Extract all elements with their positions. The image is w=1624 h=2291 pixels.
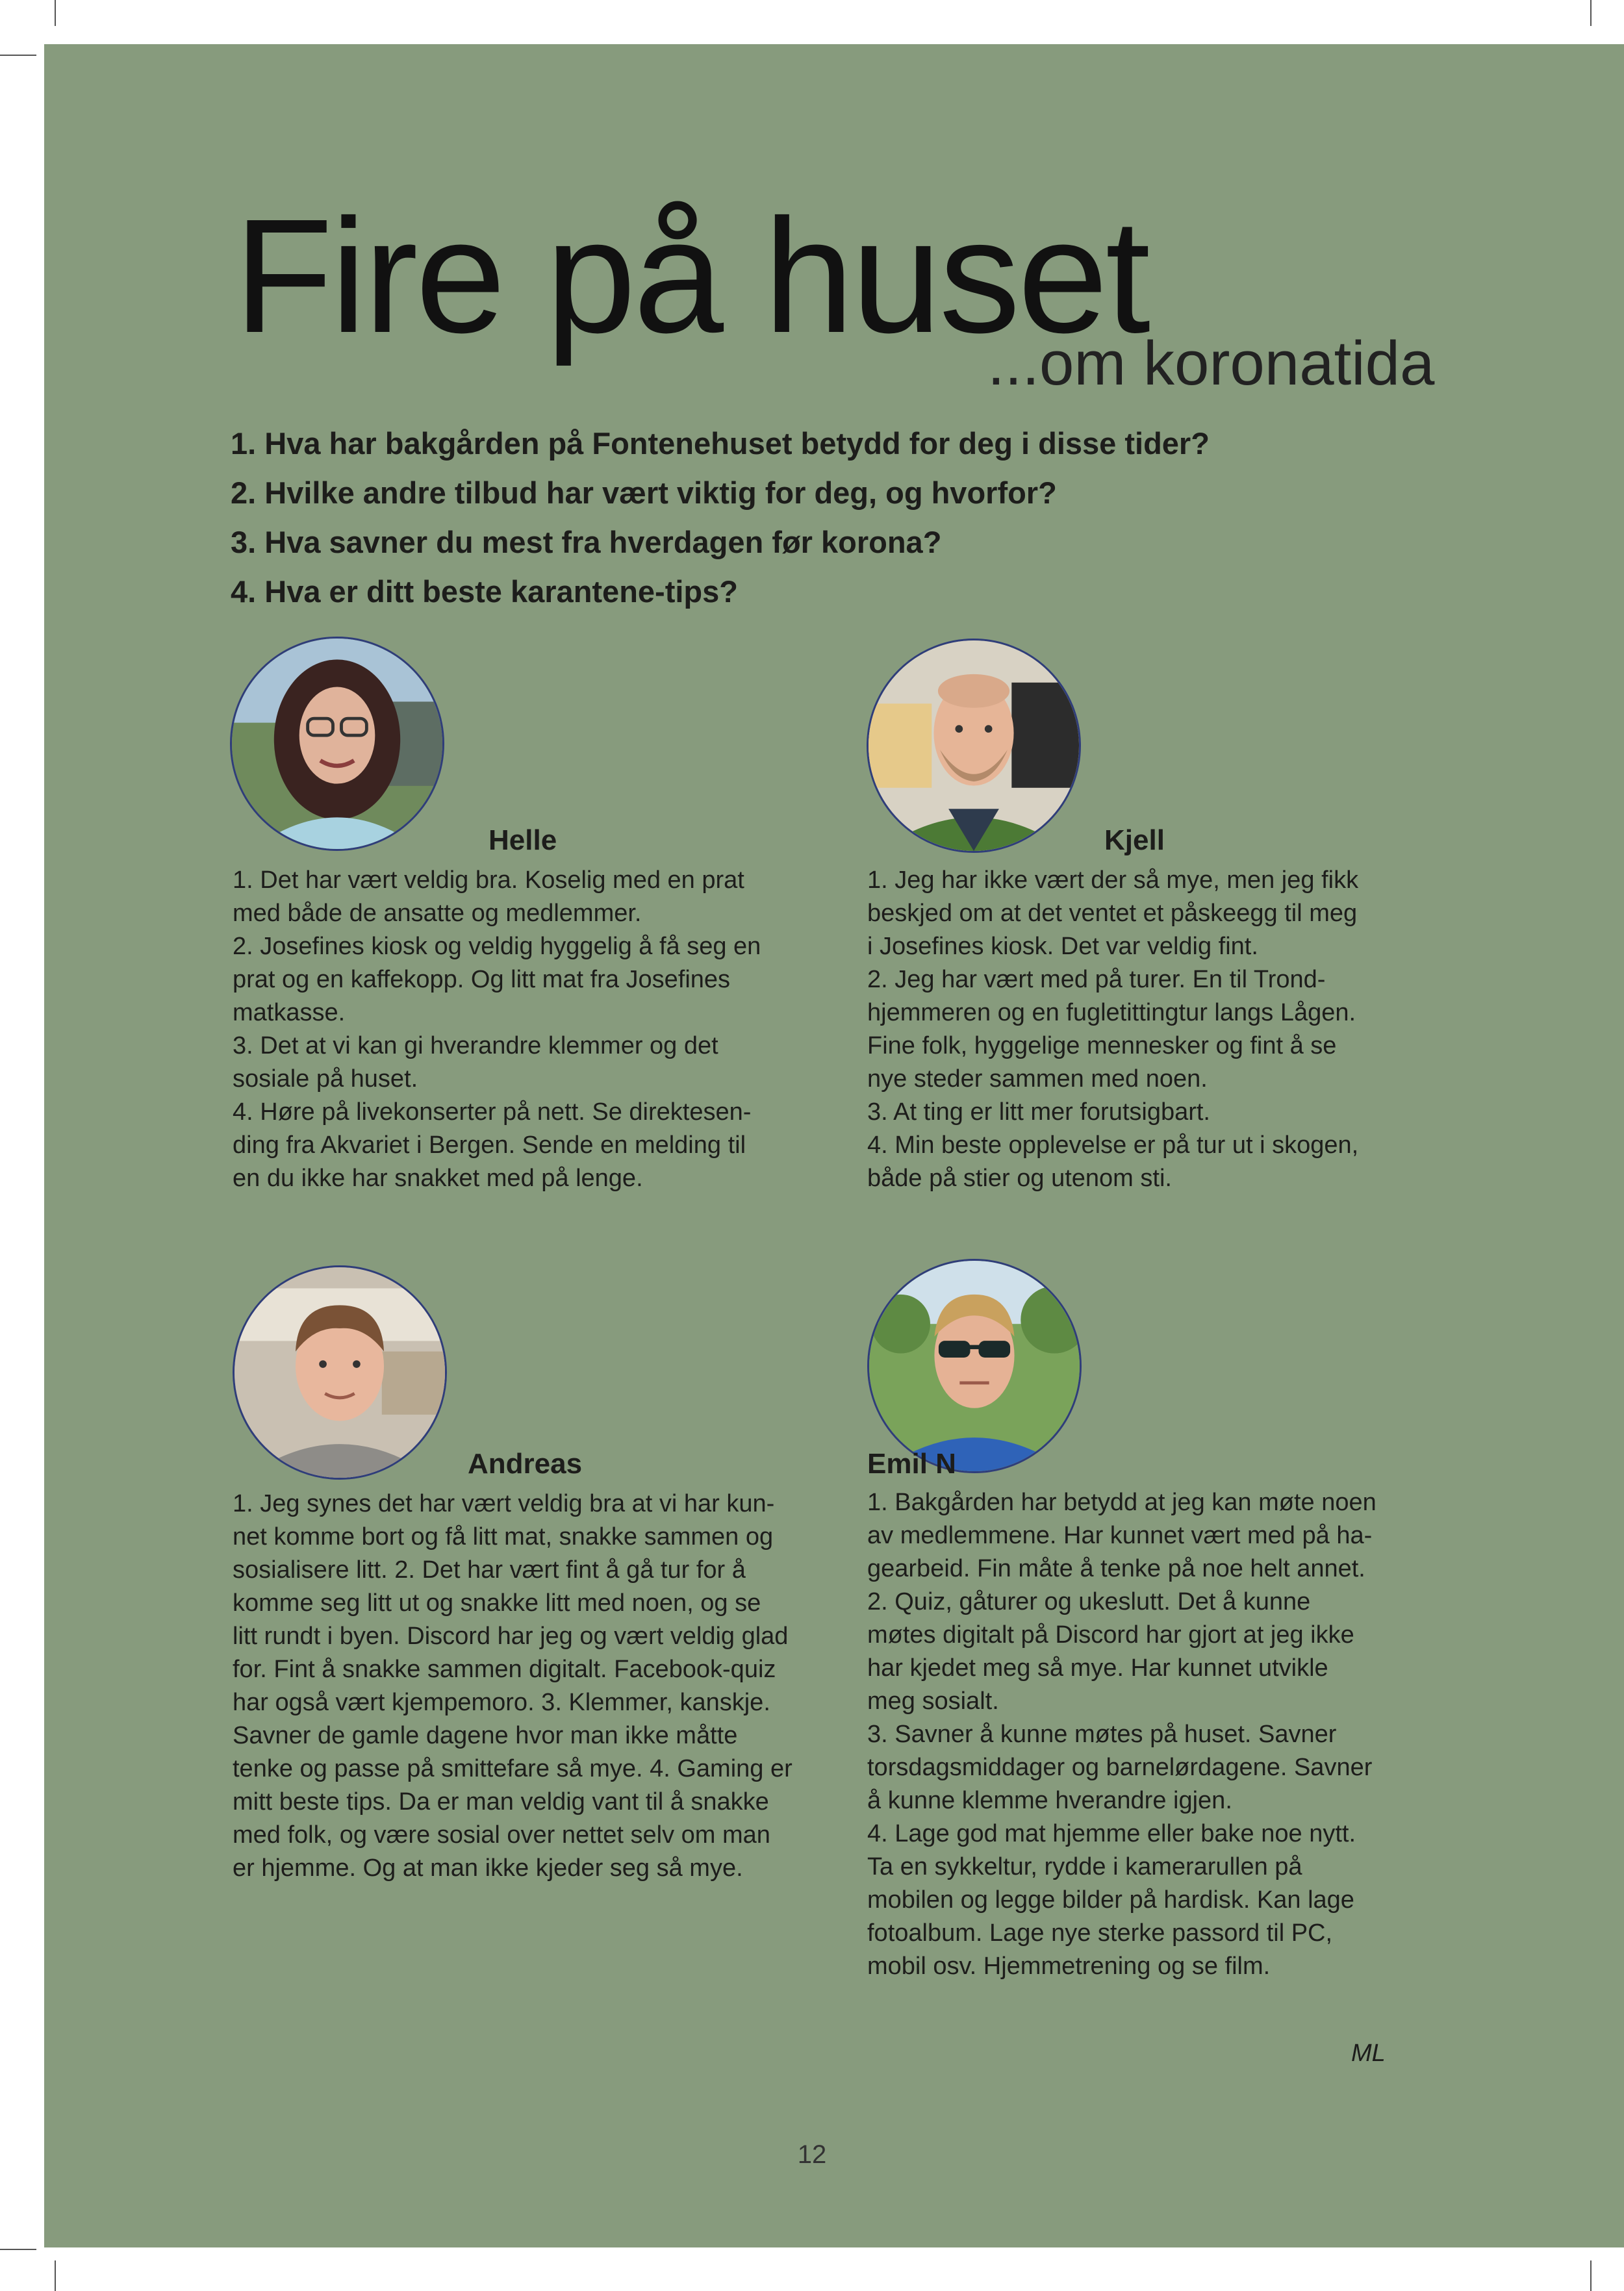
helle-photo <box>230 637 444 851</box>
answer-line: i Josefines kiosk. Det var veldig fint. <box>867 933 1258 960</box>
answer-line: beskjed om at det ventet et påskeegg til meg <box>867 900 1358 927</box>
answer-line: av medlemmene. Har kunnet vært med på ha- <box>867 1522 1373 1549</box>
page-number: 12 <box>797 2140 827 2169</box>
crop-mark <box>55 2260 56 2291</box>
answer-line: tenke og passe på smittefare så mye. 4. Gaming er <box>233 1755 793 1782</box>
answer-line: mobil osv. Hjemmetrening og se film. <box>867 1953 1271 1980</box>
question-item: 1. Hva har bakgården på Fontenehuset betydd for deg i disse tider? <box>231 426 1210 461</box>
page-subtitle: ...om koronatida <box>987 329 1435 398</box>
person-name-emil: Emil N <box>867 1448 956 1480</box>
answer-line: litt rundt i byen. Discord har jeg og vært veldig glad <box>233 1623 789 1650</box>
answer-line: mobilen og legge bilder på hardisk. Kan lage <box>867 1886 1354 1914</box>
answer-line: 4. Min beste opplevelse er på tur ut i skogen, <box>867 1132 1359 1159</box>
answer-line: sosiale på huset. <box>233 1065 418 1093</box>
answer-line: 1. Jeg har ikke vært der så mye, men jeg fikk <box>867 867 1359 894</box>
kjell-photo <box>867 639 1081 853</box>
answer-text-emil <box>867 1486 1439 1983</box>
question-item: 3. Hva savner du mest fra hverdagen før korona? <box>231 525 942 559</box>
answer-line: har kjedet meg så mye. Har kunnet utvikle <box>867 1654 1328 1682</box>
answer-line: møtes digitalt på Discord har gjort at jeg ikke <box>867 1621 1354 1649</box>
question-item: 4. Hva er ditt beste karantene-tips? <box>231 574 738 609</box>
answer-line: prat og en kaffekopp. Og litt mat fra Josefines <box>233 966 731 993</box>
answer-line: er hjemme. Og at man ikke kjeder seg så mye. <box>233 1854 743 1882</box>
answer-line: nye steder sammen med noen. <box>867 1065 1208 1093</box>
answer-line: fotoalbum. Lage nye sterke passord til PC, <box>867 1919 1333 1947</box>
answer-line: for. Fint å snakke sammen digitalt. Facebook-quiz <box>233 1656 776 1683</box>
crop-mark <box>0 55 36 56</box>
answer-line: hjemmeren og en fugletittingtur langs Lågen. <box>867 999 1356 1026</box>
man-sunglasses-portrait-icon <box>869 1261 1080 1471</box>
answer-line: 2. Jeg har vært med på turer. En til Trond- <box>867 966 1326 993</box>
crop-mark <box>1590 0 1592 26</box>
answer-line: 4. Høre på livekonserter på nett. Se direktesen- <box>233 1098 752 1126</box>
young-man-portrait-icon <box>235 1267 445 1478</box>
person-name-kjell: Kjell <box>1104 824 1165 856</box>
answer-line: net komme bort og få litt mat, snakke sammen og <box>233 1523 774 1551</box>
andreas-photo <box>233 1265 447 1480</box>
answer-line: meg sosialt. <box>867 1688 999 1715</box>
answer-line: 1. Bakgården har betydd at jeg kan møte noen <box>867 1489 1377 1516</box>
answer-text-helle <box>233 864 804 1195</box>
answer-line: både på stier og utenom sti. <box>867 1165 1172 1192</box>
answer-line: 2. Josefines kiosk og veldig hyggelig å få seg en <box>233 933 761 960</box>
woman-portrait-icon <box>232 639 442 849</box>
author-signature: ML <box>1351 2040 1386 2067</box>
page-title: Fire på huset <box>234 185 1148 366</box>
answer-line: ding fra Akvariet i Bergen. Sende en melding til <box>233 1132 746 1159</box>
answer-line: har også vært kjempemoro. 3. Klemmer, kanskje. <box>233 1689 770 1716</box>
answer-line: en du ikke har snakket med på lenge. <box>233 1165 643 1192</box>
person-name-andreas: Andreas <box>468 1448 583 1480</box>
answer-line: Ta en sykkeltur, rydde i kamerarullen på <box>867 1853 1302 1880</box>
answer-line: gearbeid. Fin måte å tenke på noe helt annet. <box>867 1555 1365 1582</box>
answer-line: Fine folk, hyggelige mennesker og fint å se <box>867 1032 1337 1059</box>
bearded-man-portrait-icon <box>869 640 1079 851</box>
answer-line: sosialisere litt. 2. Det har vært fint å gå tur for å <box>233 1556 746 1584</box>
question-list <box>231 419 1210 616</box>
emil-photo <box>867 1259 1082 1473</box>
answer-line: å kunne klemme hverandre igjen. <box>867 1787 1232 1814</box>
answer-line: 3. Det at vi kan gi hverandre klemmer og det <box>233 1032 718 1059</box>
answer-line: 3. Savner å kunne møtes på huset. Savner <box>867 1721 1337 1748</box>
person-name-helle: Helle <box>488 824 557 856</box>
answer-line: matkasse. <box>233 999 346 1026</box>
answer-line: 1. Det har vært veldig bra. Koselig med en prat <box>233 867 744 894</box>
answer-line: 2. Quiz, gåturer og ukeslutt. Det å kunne <box>867 1588 1311 1615</box>
crop-mark <box>55 0 56 26</box>
answer-line: med folk, og være sosial over nettet selv om man <box>233 1821 770 1849</box>
answer-line: 3. At ting er litt mer forutsigbart. <box>867 1098 1210 1126</box>
answer-line: med både de ansatte og medlemmer. <box>233 900 642 927</box>
answer-line: torsdagsmiddager og barnelørdagene. Savner <box>867 1754 1373 1781</box>
answer-line: mitt beste tips. Da er man veldig vant til å snakke <box>233 1788 769 1816</box>
answer-line: komme seg litt ut og snakke litt med noen, og se <box>233 1589 761 1617</box>
crop-mark <box>1590 2260 1592 2291</box>
question-item: 2. Hvilke andre tilbud har vært viktig for deg, og hvorfor? <box>231 475 1057 510</box>
answer-line: Savner de gamle dagene hvor man ikke måtte <box>233 1722 738 1749</box>
answer-line: 4. Lage god mat hjemme eller bake noe nytt. <box>867 1820 1356 1847</box>
crop-mark <box>0 2249 36 2250</box>
answer-text-andreas <box>233 1487 824 1885</box>
answer-line: 1. Jeg synes det har vært veldig bra at vi har kun- <box>233 1490 775 1517</box>
answer-text-kjell <box>867 864 1439 1195</box>
